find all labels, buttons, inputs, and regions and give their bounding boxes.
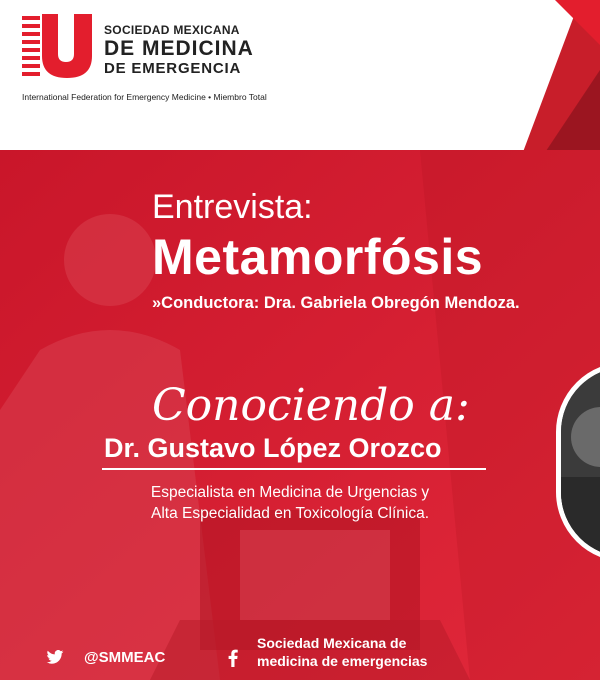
event-title: Metamorfósis xyxy=(152,229,484,285)
facebook-line2: medicina de emergencias xyxy=(257,653,428,669)
hero-banner xyxy=(0,150,600,680)
specialty-line2: Alta Especialidad en Toxicología Clínica. xyxy=(150,505,430,522)
specialty-line1: Especialista en Medicina de Urgencias y xyxy=(150,484,430,501)
org-name-line1: SOCIEDAD MEXICANA xyxy=(104,23,240,37)
header-decoration xyxy=(0,0,600,160)
facebook-page-name[interactable] xyxy=(257,634,477,670)
affiliation-text: International Federation for Emergency Medicine • Miembro Total xyxy=(22,92,267,102)
guest-name: Dr. Gustavo López Orozco xyxy=(104,433,442,463)
org-name-line3: DE EMERGENCIA xyxy=(104,60,242,77)
org-name-line2: DE MEDICINA xyxy=(104,37,254,60)
guest-photo-image xyxy=(561,367,600,557)
host-line: »Conductora: Dra. Gabriela Obregón Mendoza. xyxy=(152,294,520,312)
facebook-line1: Sociedad Mexicana de xyxy=(257,635,407,651)
guest-intro: Conociendo a: xyxy=(152,380,470,431)
twitter-handle[interactable]: @SMMEAC xyxy=(84,649,166,666)
facebook-icon[interactable] xyxy=(228,649,238,667)
guest-specialty xyxy=(120,482,460,524)
guest-name-underline xyxy=(102,468,486,470)
twitter-icon[interactable] xyxy=(46,650,64,664)
event-type: Entrevista: xyxy=(152,188,313,226)
